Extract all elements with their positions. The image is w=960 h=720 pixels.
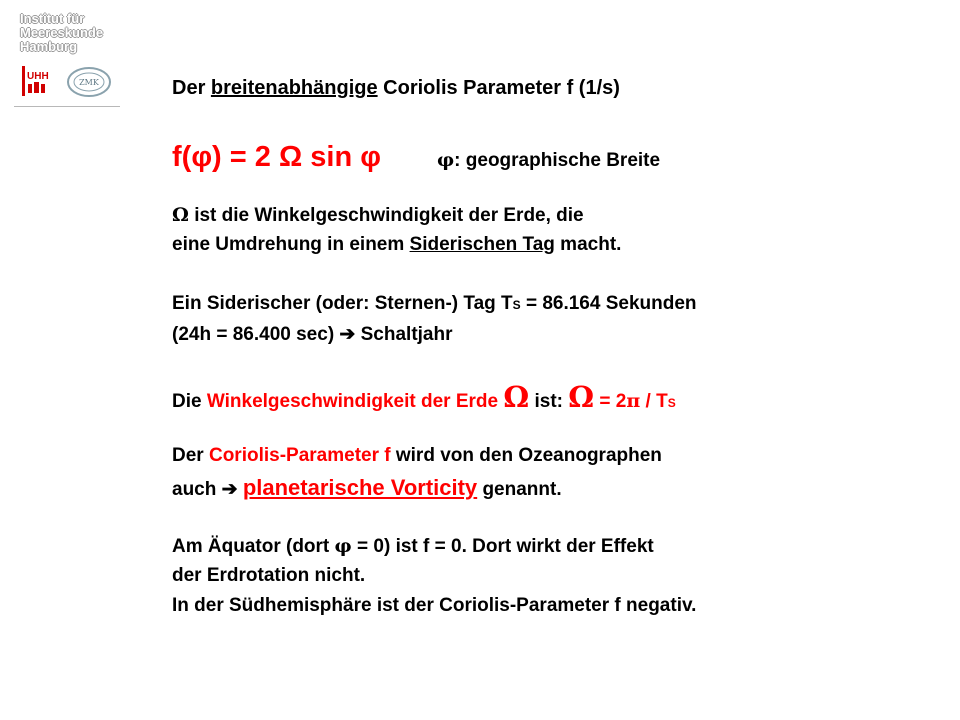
sidereal-subscript: S: [512, 298, 521, 312]
omega-equation-symbol: Ω: [568, 380, 595, 414]
angular-velocity-line: [172, 380, 676, 420]
omega-line-2-prefix: eine Umdrehung in einem: [172, 234, 410, 255]
sidereal-line-1: [172, 292, 697, 317]
formula-explanation: : geographische Breite: [454, 150, 661, 171]
header-divider: [14, 106, 120, 107]
equator-line-3: In der Südhemisphäre ist der Coriolis-Parameter f negativ.: [172, 595, 697, 616]
sidereal-line-1-suffix: = 86.164 Sekunden: [520, 293, 697, 314]
equator-line-2: der Erdrotation nicht.: [172, 565, 366, 586]
sidereal-line-1-prefix: Ein Siderischer (oder: Sternen-) Tag T: [172, 293, 513, 314]
omega-line-2: [172, 233, 621, 257]
pi-symbol: π: [626, 390, 641, 412]
title-prefix: Der: [172, 77, 211, 99]
zmk-logo-text: ZMK: [79, 78, 99, 87]
institute-line-2: Meereskunde: [20, 25, 104, 40]
omega-symbol: Ω: [172, 204, 189, 226]
uhh-logo: [22, 66, 52, 96]
coriolis-line-2-suffix: genannt.: [477, 479, 562, 500]
coriolis-line-1: [172, 444, 662, 468]
coriolis-prefix: Der: [172, 445, 209, 466]
angular-subscript: S: [667, 396, 676, 410]
coriolis-parameter-term: Coriolis-Parameter f: [208, 445, 391, 466]
institute-name: [20, 12, 130, 54]
coriolis-line-2-prefix: auch: [172, 479, 222, 500]
equator-line-1: [172, 534, 654, 559]
coriolis-line-2: [172, 474, 562, 504]
uhh-logo-text: UHH: [27, 71, 49, 82]
sidereal-day-term: Siderischen Tag: [409, 234, 555, 255]
title-suffix: Coriolis Parameter f (1/s): [377, 77, 620, 99]
omega-line-1: [172, 203, 584, 228]
equator-line-1-prefix: Am Äquator (dort: [172, 536, 335, 557]
angular-divisor: / T: [640, 391, 668, 412]
institute-line-3: Hamburg: [20, 39, 78, 54]
omega-big-symbol: Ω: [503, 380, 530, 414]
omega-line-1-text: ist die Winkelgeschwindigkeit der Erde, die: [188, 205, 584, 226]
title-underlined-word: breitenabhängige: [210, 77, 378, 99]
angular-middle: ist:: [529, 391, 569, 412]
phi-symbol: φ: [334, 535, 352, 557]
arrow-right-icon: ➔: [221, 478, 238, 500]
coriolis-formula: f(φ) = 2 Ω sin φ: [172, 141, 381, 173]
sidereal-line-2-prefix: (24h = 86.400 sec): [172, 324, 340, 345]
institute-line-1: Institut für: [20, 11, 85, 26]
equator-line-1-suffix: = 0) ist f = 0. Dort wirkt der Effekt: [351, 536, 654, 557]
arrow-right-icon: ➔: [339, 323, 356, 345]
planetary-vorticity-term: planetarische Vorticity: [242, 475, 478, 500]
sidereal-line-2: [172, 322, 453, 347]
leap-year-text: Schaltjahr: [355, 324, 453, 345]
zmk-logo: [66, 66, 112, 98]
angular-equation: = 2: [594, 391, 627, 412]
angular-velocity-term: Winkelgeschwindigkeit der Erde: [206, 391, 499, 412]
phi-symbol: φ: [436, 149, 455, 171]
page-title: [172, 76, 620, 100]
omega-line-2-suffix: macht.: [554, 234, 622, 255]
coriolis-line-1-suffix: wird von den Ozeanographen: [390, 445, 662, 466]
angular-prefix: Die: [172, 391, 207, 412]
formula-line: [172, 140, 660, 178]
